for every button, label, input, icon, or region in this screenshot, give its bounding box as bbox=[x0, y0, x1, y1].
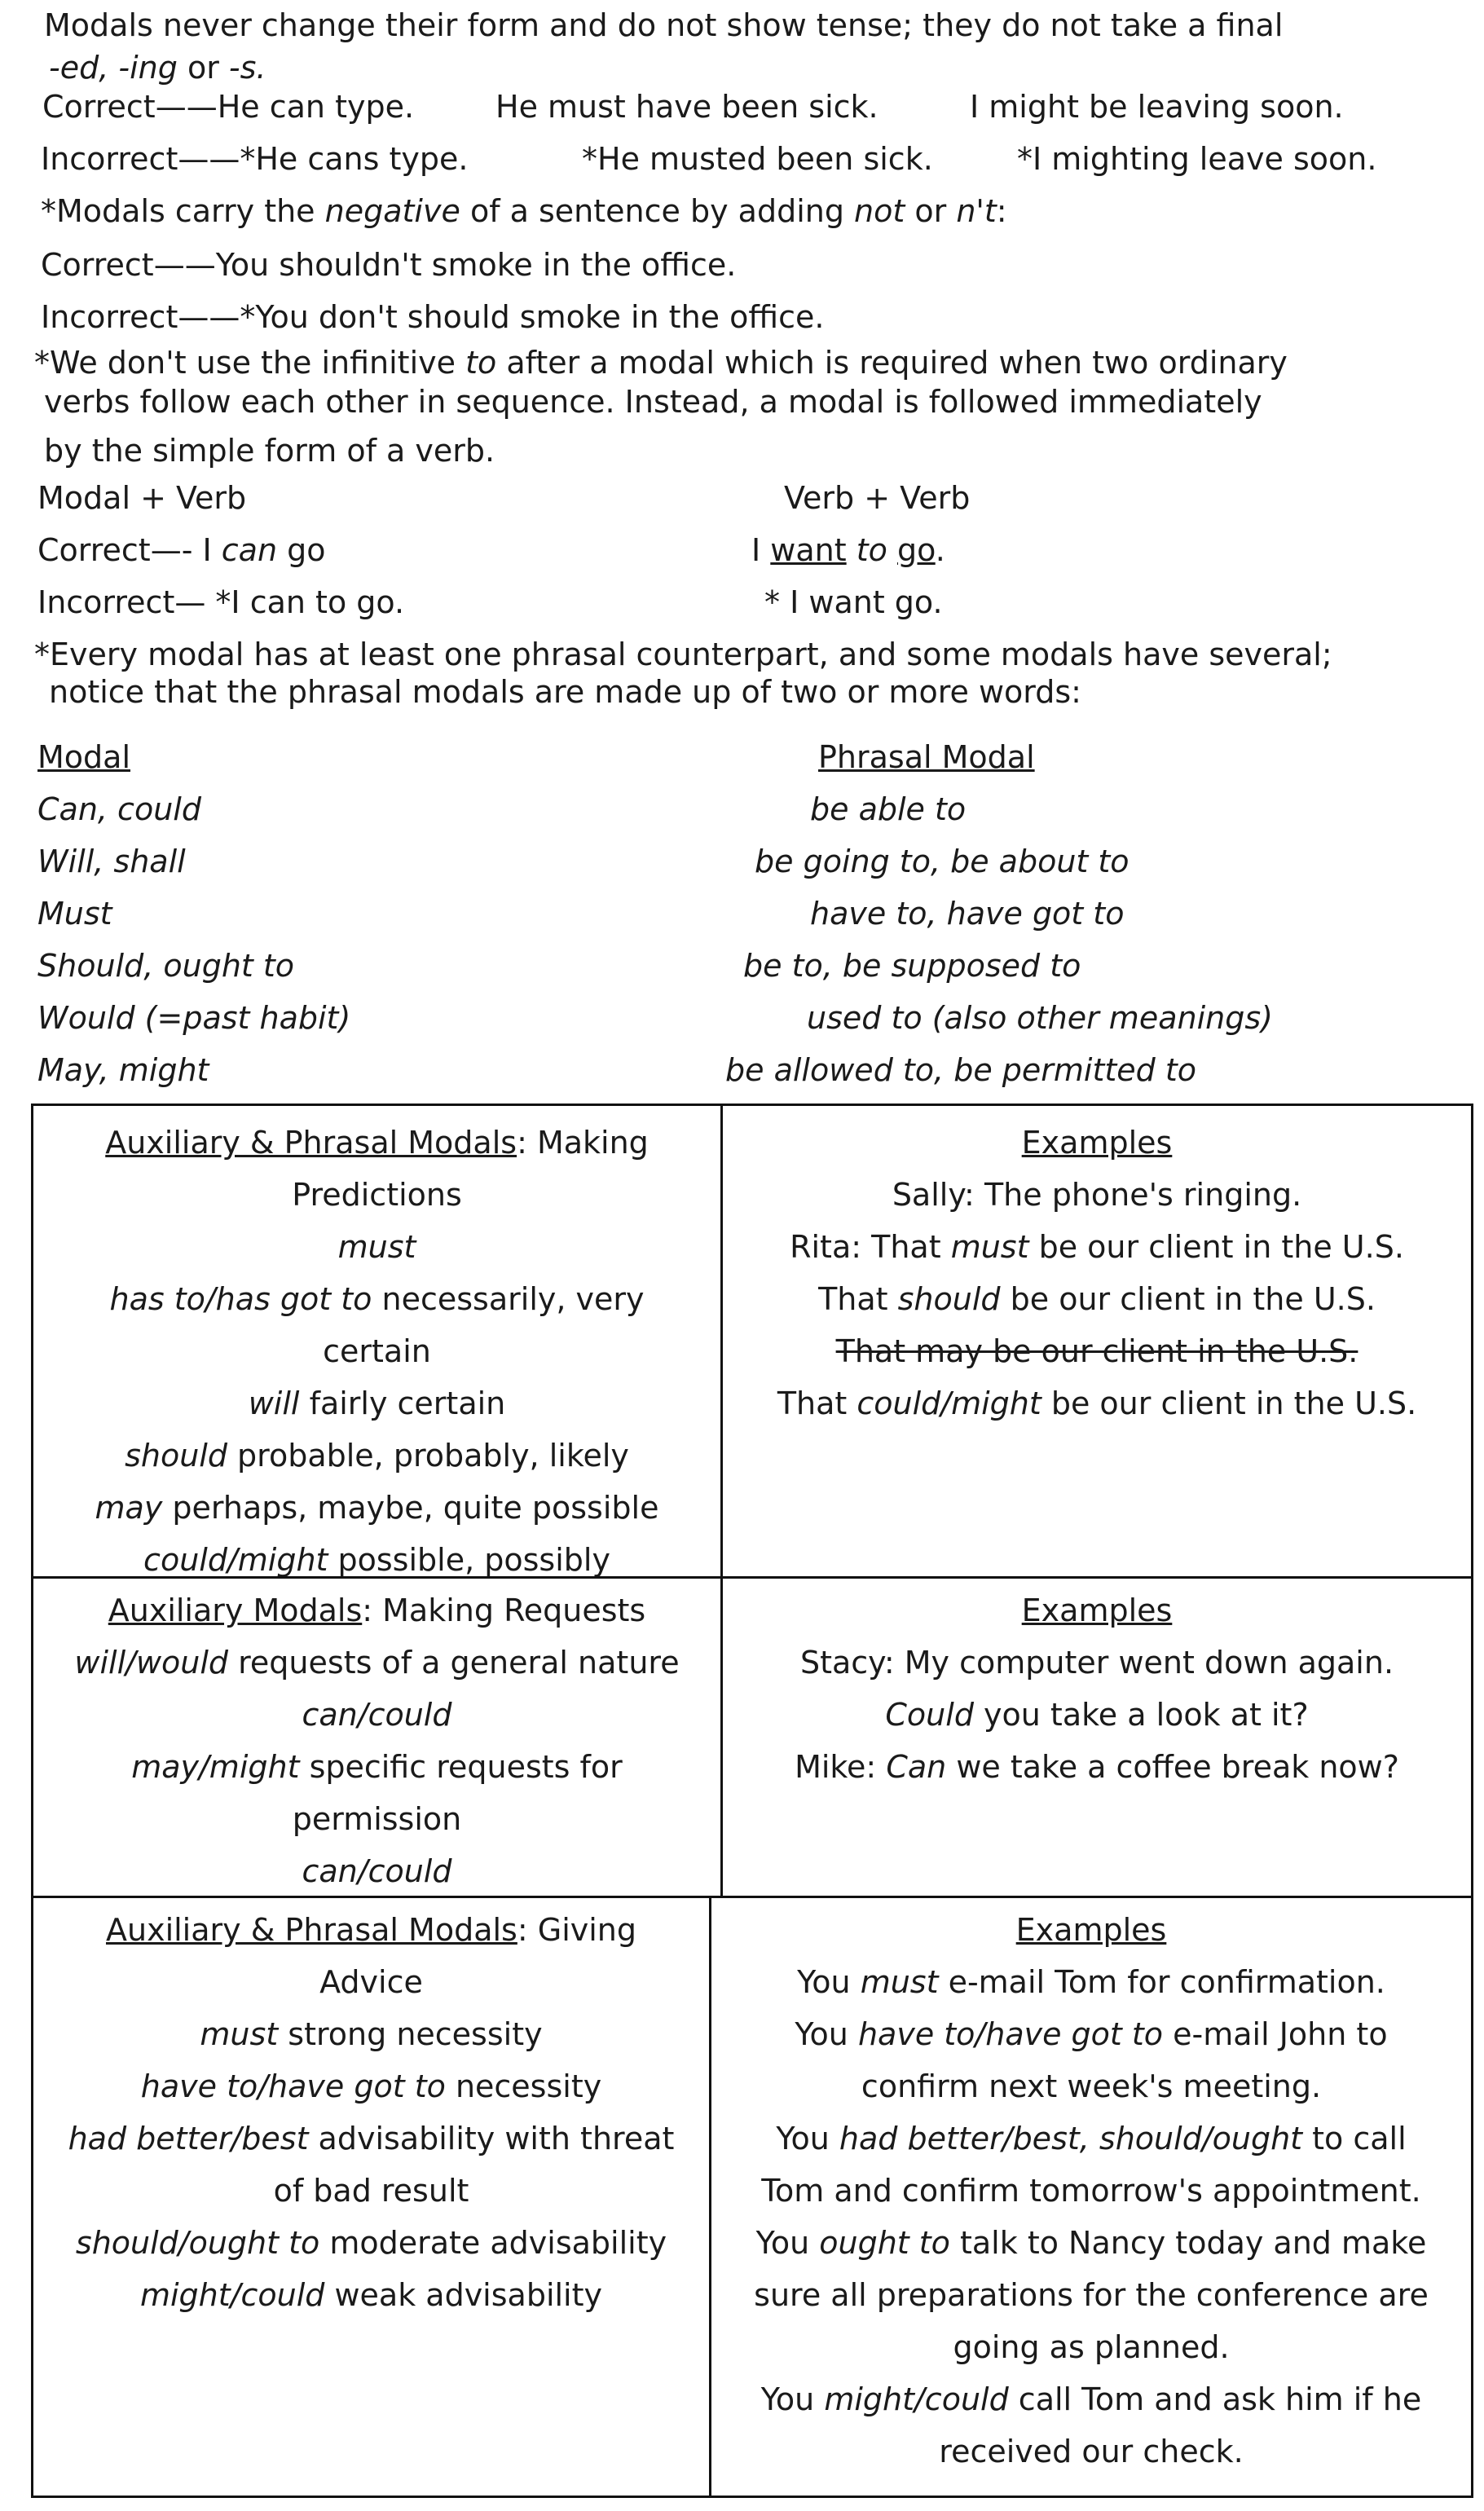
examples-heading: Examples bbox=[1015, 1912, 1167, 1948]
predictions-examples-cell bbox=[723, 1106, 1471, 1576]
example-line: You have to/have got to e-mail John to bbox=[795, 2016, 1388, 2052]
intro-line-1: Modals never change their form and do not show tense; they do not take a final bbox=[44, 7, 1284, 43]
modal-item: Would (=past habit) bbox=[37, 1000, 351, 1036]
modal-entry: may perhaps, maybe, quite possible bbox=[95, 1490, 659, 1526]
phrasal-rule-1: *Every modal has at least one phrasal counterpart, and some modals have several; bbox=[34, 637, 1332, 672]
requests-modals-cell bbox=[33, 1579, 720, 1896]
example-line: You must e-mail Tom for confirmation. bbox=[797, 1964, 1385, 2000]
section-title: Auxiliary & Phrasal Modals: Giving bbox=[106, 1912, 636, 1948]
section-title-line-2: Advice bbox=[319, 1964, 423, 2000]
modal-entry: could/might possible, possibly bbox=[143, 1542, 610, 1576]
modal-item: Will, shall bbox=[37, 844, 186, 879]
modal-entry: must bbox=[337, 1229, 416, 1265]
example-line: Mike: Can we take a coffee break now? bbox=[795, 1749, 1399, 1785]
verb-verb-incorrect: * I want go. bbox=[764, 584, 943, 620]
correct-example-1c: I might be leaving soon. bbox=[970, 89, 1344, 125]
incorrect-example-2: Incorrect——*You don't should smoke in the office. bbox=[41, 299, 825, 335]
phrasal-item: be going to, be about to bbox=[755, 844, 1130, 879]
verb-verb-heading: Verb + Verb bbox=[784, 480, 971, 516]
modal-verb-correct: Correct—- I can go bbox=[37, 532, 326, 568]
example-line: received our check. bbox=[939, 2434, 1244, 2469]
examples-heading: Examples bbox=[1021, 1125, 1173, 1161]
modal-entry: have to/have got to necessity bbox=[140, 2068, 602, 2104]
modal-entry: can/could bbox=[302, 1853, 452, 1889]
incorrect-example-1b: *He musted been sick. bbox=[582, 141, 933, 177]
modal-entry-cont: permission bbox=[292, 1801, 462, 1837]
requests-examples-cell bbox=[723, 1579, 1471, 1896]
predictions-modals-cell bbox=[33, 1106, 720, 1576]
example-line: Sally: The phone's ringing. bbox=[892, 1177, 1302, 1213]
modal-entry: should/ought to moderate advisability bbox=[75, 2225, 667, 2261]
infinitive-rule-1: *We don't use the infinitive to after a modal which is required when two ordinary bbox=[34, 345, 1288, 381]
modal-item: Can, could bbox=[37, 791, 201, 827]
modal-item: May, might bbox=[37, 1052, 209, 1088]
phrasal-item: have to, have got to bbox=[810, 896, 1125, 932]
modal-entry: can/could bbox=[302, 1697, 452, 1733]
modals-table bbox=[31, 1104, 1473, 2498]
incorrect-example-1: Incorrect——*He cans type. bbox=[41, 141, 469, 177]
correct-example-1: Correct——He can type. bbox=[42, 89, 415, 125]
infinitive-rule-3: by the simple form of a verb. bbox=[44, 433, 495, 469]
modal-entry: might/could weak advisability bbox=[139, 2277, 603, 2313]
advice-examples-cell bbox=[711, 1898, 1471, 2496]
section-title-line-2: Predictions bbox=[292, 1177, 462, 1213]
infinitive-rule-2: verbs follow each other in sequence. Instead, a modal is followed immediately bbox=[44, 384, 1262, 420]
intro-line-2: -ed, -ing or -s. bbox=[49, 50, 266, 86]
table-border-bottom bbox=[31, 2496, 1473, 2498]
phrasal-item: be able to bbox=[810, 791, 967, 827]
section-title: Auxiliary Modals: Making Requests bbox=[108, 1593, 646, 1628]
phrasal-item: be allowed to, be permitted to bbox=[725, 1052, 1196, 1088]
example-line: going as planned. bbox=[953, 2329, 1230, 2365]
section-title: Auxiliary & Phrasal Modals: Making bbox=[105, 1125, 649, 1161]
example-line: That should be our client in the U.S. bbox=[818, 1281, 1376, 1317]
modal-item: Should, ought to bbox=[37, 948, 295, 984]
modal-item: Must bbox=[37, 896, 112, 932]
verb-verb-correct: I want to go. bbox=[751, 532, 945, 568]
modal-entry: must strong necessity bbox=[200, 2016, 543, 2052]
example-line: You had better/best, should/ought to call bbox=[776, 2121, 1407, 2156]
table-border-right bbox=[1471, 1104, 1473, 2498]
phrasal-item: used to (also other meanings) bbox=[807, 1000, 1273, 1036]
phrasal-rule-2: notice that the phrasal modals are made up of two or more words: bbox=[49, 674, 1081, 710]
example-line: Could you take a look at it? bbox=[885, 1697, 1309, 1733]
modal-entry: will fairly certain bbox=[248, 1385, 506, 1421]
example-line: Rita: That must be our client in the U.S. bbox=[790, 1229, 1404, 1265]
correct-example-1b: He must have been sick. bbox=[495, 89, 879, 125]
correct-example-2: Correct——You shouldn't smoke in the office. bbox=[41, 247, 737, 283]
advice-modals-cell bbox=[33, 1898, 709, 2496]
phrasal-column-heading: Phrasal Modal bbox=[818, 739, 1035, 775]
modal-entry: may/might specific requests for bbox=[131, 1749, 623, 1785]
incorrect-example-1c: *I mighting leave soon. bbox=[1017, 141, 1377, 177]
example-line: sure all preparations for the conference are bbox=[754, 2277, 1429, 2313]
negative-rule: *Modals carry the negative of a sentence by adding not or n't: bbox=[41, 193, 1007, 229]
modal-verb-heading: Modal + Verb bbox=[37, 480, 247, 516]
example-line: You ought to talk to Nancy today and make bbox=[755, 2225, 1427, 2261]
modal-entry: had better/best advisability with threat bbox=[68, 2121, 675, 2156]
phrasal-item: be to, be supposed to bbox=[743, 948, 1081, 984]
example-line-struck: That may be our client in the U.S. bbox=[835, 1333, 1358, 1369]
modal-entry: has to/has got to necessarily, very bbox=[109, 1281, 645, 1317]
example-line: Stacy: My computer went down again. bbox=[799, 1645, 1394, 1681]
modal-verb-incorrect: Incorrect— *I can to go. bbox=[37, 584, 405, 620]
modal-entry-cont: certain bbox=[323, 1333, 431, 1369]
example-line: confirm next week's meeting. bbox=[861, 2068, 1322, 2104]
modal-entry-cont: of bad result bbox=[273, 2173, 469, 2209]
examples-heading: Examples bbox=[1021, 1593, 1173, 1628]
example-line: Tom and confirm tomorrow's appointment. bbox=[761, 2173, 1421, 2209]
example-line: That could/might be our client in the U.S. bbox=[777, 1385, 1417, 1421]
modal-entry: should probable, probably, likely bbox=[125, 1438, 629, 1474]
modal-column-heading: Modal bbox=[37, 739, 130, 775]
example-line: You might/could call Tom and ask him if he bbox=[760, 2381, 1422, 2417]
modal-entry: will/would requests of a general nature bbox=[74, 1645, 680, 1681]
